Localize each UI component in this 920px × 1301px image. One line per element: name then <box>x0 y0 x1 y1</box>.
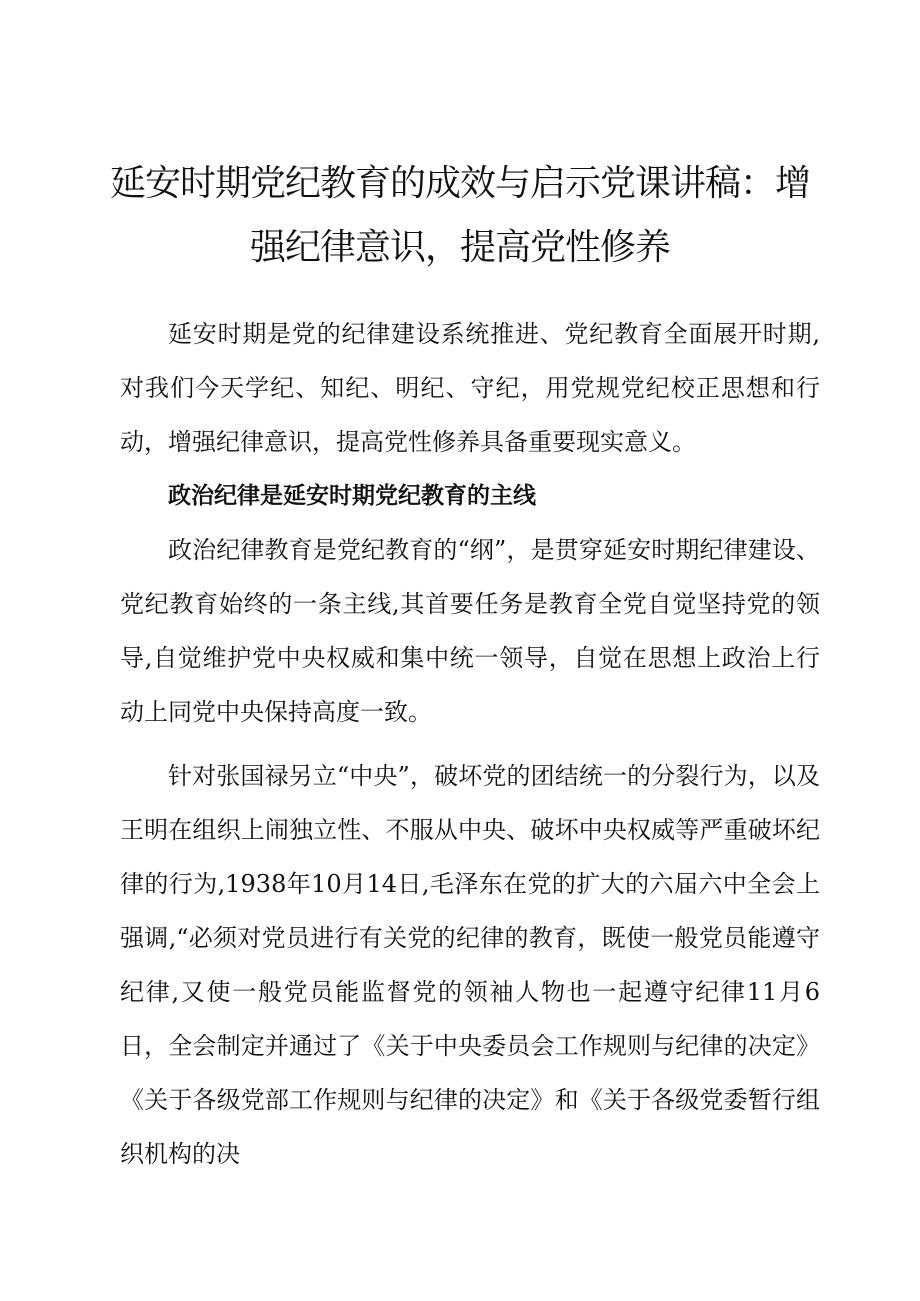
document-body <box>120 307 820 1181</box>
intro-paragraph: 延安时期是党的纪律建设系统推进、党纪教育全面展开时期,对我们今天学纪、知纪、明纪、守纪，用党规党纪校正思想和行动，增强纪律意识，提高党性修养具备重要现实意义。 <box>120 320 820 456</box>
section-heading: 政治纪律是延安时期党纪教育的主线 <box>168 483 536 509</box>
body-paragraph: 政治纪律教育是党纪教育的“纲”，是贯穿延安时期纪律建设、党纪教育始终的一条主线,其首要任务是教育全党自觉坚持党的领导,自觉维护党中央权威和集中统一领导，自觉在思想上政治上行动上同党中央保持高度一致。 <box>120 536 820 726</box>
body-paragraph: 针对张国禄另立“中央”，破坏党的团结统一的分裂行为，以及王明在组织上闹独立性、不服从中央、破坏中央权威等严重破坏纪律的行为,1938年10月14日,毛泽东在党的扩大的六届六中全会上强调,“必须对党员进行有关党的纪律的教育，既使一般党员能遵守纪律,又使一般党员能监督党的领袖人物也一起遵守纪律11月6日，全会制定并通过了《关于中央委员会工作规则与纪律的决定》《关于各级党部工作规则与纪律的决定》和《关于各级党委暂行组织机构的决 <box>120 762 820 1168</box>
document-title: 延安时期党纪教育的成效与启示党课讲稿：增强纪律意识，提高党性修养 <box>110 163 811 268</box>
